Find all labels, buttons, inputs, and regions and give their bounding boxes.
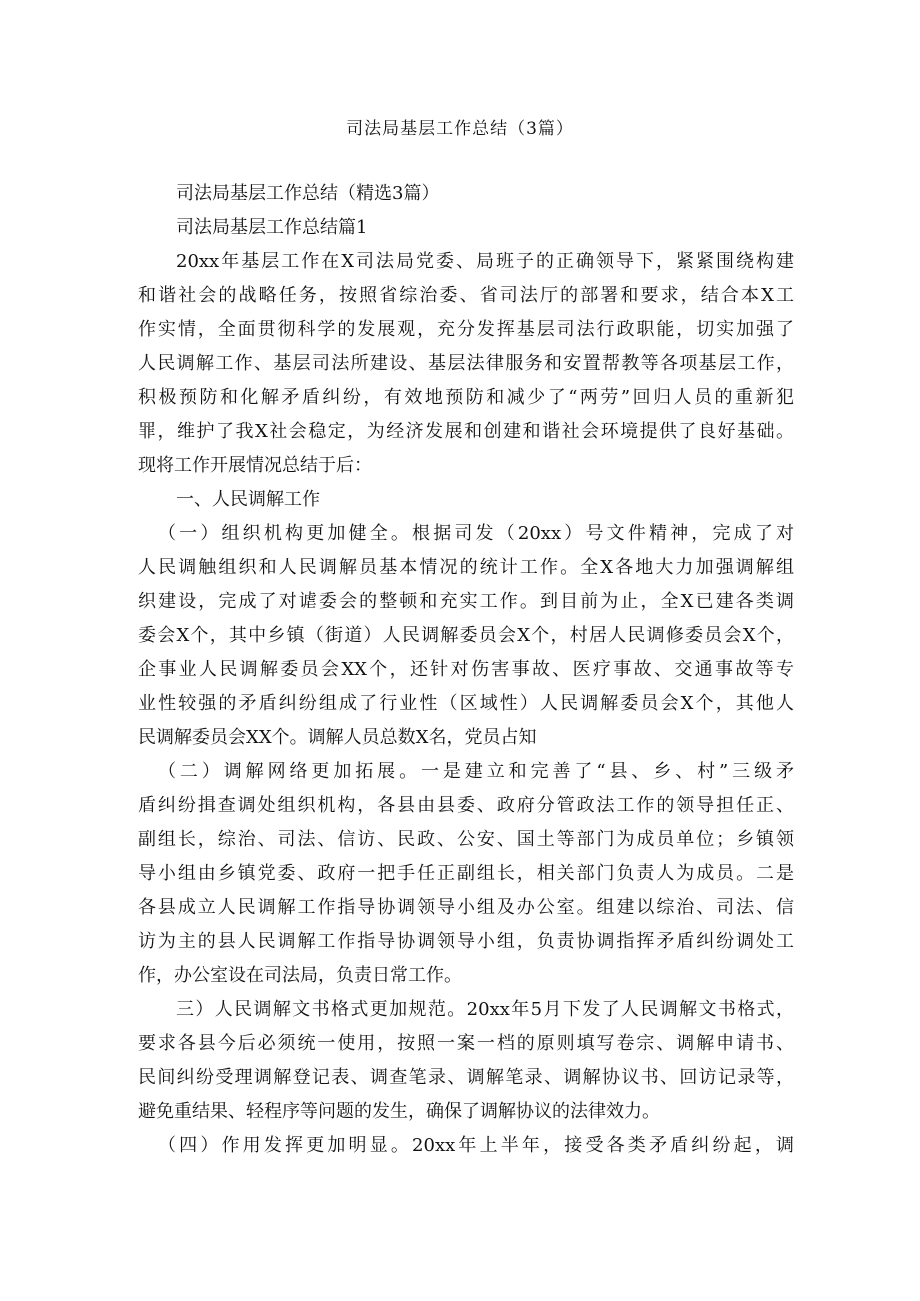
paragraph-line: 作，办公室设在司法局，负责日常工作。: [138, 965, 462, 986]
paragraph-line: 盾纠纷揖查调处组织机构，各县由县委、政府分管政法工作的领导担任正、: [138, 795, 794, 816]
paragraph-line: 现将工作开展情况总结于后：: [138, 455, 372, 476]
subsection-heading: 一、人民调解工作: [176, 489, 320, 510]
paragraph-line: 人民调解工作、基层司法所建设、基层法律服务和安置帮教等各项基层工作，: [138, 353, 794, 374]
paragraph-line: 民调解委员会XX个。调解人员总数X名，党员占知: [138, 727, 537, 748]
paragraph-line: 各县成立人民调解工作指导协调领导小组及办公室。组建以综治、司法、信: [138, 897, 794, 918]
paragraph-line: 人民调触组织和人民调解员基本情况的统计工作。全X各地大力加强调解组: [138, 557, 794, 578]
paragraph-line: 避免重结果、轻程序等问题的发生，确保了调解协议的法律效力。: [138, 1101, 660, 1122]
document-title: 司法局基层工作总结（3篇）: [346, 119, 574, 139]
paragraph-line: 业性较强的矛盾纠纷组成了行业性（区域性）人民调解委员会X个，其他人: [138, 693, 794, 714]
paragraph-line: 副组长，综治、司法、信访、民政、公安、国土等部门为成员单位；乡镇领: [138, 829, 794, 850]
paragraph-line: 企事业人民调解委员会XX个，还针对伤害事故、医疗事故、交通事故等专: [138, 659, 794, 680]
paragraph-line: 积极预防和化解矛盾纠纷，有效地预防和减少了“两劳”回归人员的重新犯: [138, 387, 794, 408]
document-subtitle: 司法局基层工作总结（精选3篇）: [176, 183, 440, 204]
paragraph-line: 20xx年基层工作在X司法局党委、局班子的正确领导下，紧紧围绕构建: [176, 251, 794, 272]
section-heading: 司法局基层工作总结篇1: [176, 217, 368, 238]
document-body: [138, 177, 794, 1163]
paragraph-line: 民间纠纷受理调解登记表、调查笔录、调解笔录、调解协议书、回访记录等，: [138, 1067, 794, 1088]
paragraph-line: （四）作用发挥更加明显。20xx年上半年，接受各类矛盾纠纷起，调: [158, 1135, 794, 1156]
paragraph-line: 要求各县今后必须统一使用，按照一案一档的原则填写卷宗、调解申请书、: [138, 1033, 794, 1054]
paragraph-line: 委会X个，其中乡镇（街道）人民调解委员会X个，村居人民调修委员会X个，: [138, 625, 794, 646]
paragraph-line: 访为主的县人民调解工作指导协调领导小组，负责协调指挥矛盾纠纷调处工: [138, 931, 794, 952]
paragraph-line: 和谐社会的战略任务，按照省综治委、省司法厅的部署和要求，结合本X工: [138, 285, 794, 306]
paragraph-line: 罪，维护了我X社会稳定，为经济发展和创建和谐社会环境提供了良好基础。: [138, 421, 794, 442]
paragraph-line: 织建设，完成了对谑委会的整顿和充实工作。到目前为止，全X已建各类调: [138, 591, 794, 612]
paragraph-line: （二）调解网络更加拓展。一是建立和完善了“县、乡、村”三级矛: [158, 761, 794, 782]
paragraph-line: 三）人民调解文书格式更加规范。20xx年5月下发了人民调解文书格式，: [176, 999, 794, 1020]
paragraph-line: 作实情，全面贯彻科学的发展观，充分发挥基层司法行政职能，切实加强了: [138, 319, 794, 340]
paragraph-line: （一）组织机构更加健全。根据司发（20xx）号文件精神，完成了对: [158, 523, 794, 544]
paragraph-line: 导小组由乡镇党委、政府一把手任正副组长，相关部门负责人为成员。二是: [138, 863, 794, 884]
